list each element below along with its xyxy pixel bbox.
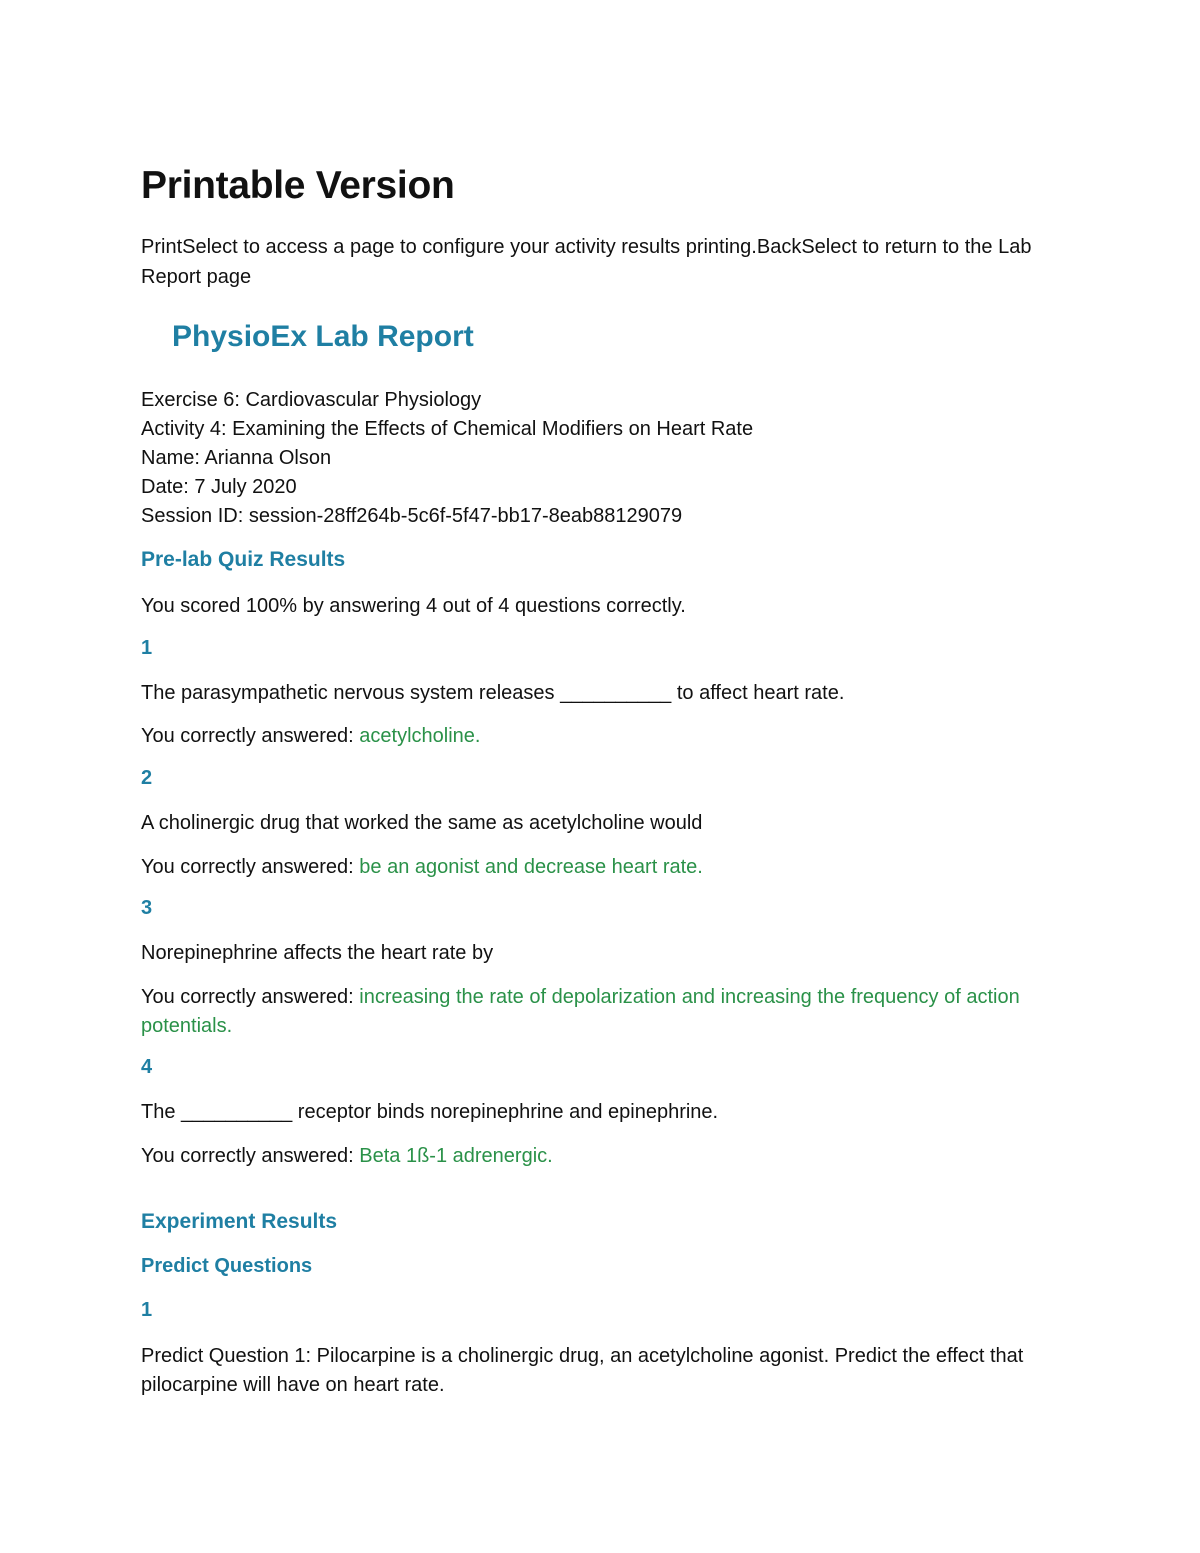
correct-answer: be an agonist and decrease heart rate. (359, 856, 703, 878)
answer-line (141, 983, 1051, 1041)
answer-prefix: You correctly answered: (141, 725, 360, 747)
answer-prefix: You correctly answered: (141, 856, 360, 878)
question-number: 3 (141, 897, 153, 919)
meta-date: Date: 7 July 2020 (141, 476, 297, 498)
answer-prefix: You correctly answered: (141, 986, 360, 1008)
question-text: The __________ receptor binds norepinephrine and epinephrine. (141, 1101, 719, 1123)
answer-line (141, 1142, 1051, 1171)
question-number: 1 (141, 637, 153, 659)
question-text: The parasympathetic nervous system releases __________ to affect heart rate. (141, 682, 845, 704)
prelab-heading: Pre-lab Quiz Results (141, 548, 346, 571)
question-text: Norepinephrine affects the heart rate by (141, 942, 494, 964)
predict-question-number: 1 (141, 1299, 153, 1321)
predict-question-text: Predict Question 1: Pilocarpine is a cholinergic drug, an acetylcholine agonist. Predict the effect that pilocarpine will have on heart rate. (141, 1345, 1024, 1396)
report-title: PhysioEx Lab Report (172, 320, 474, 353)
question-number: 4 (141, 1056, 153, 1078)
page-title: Printable Version (141, 164, 455, 207)
answer-prefix: You correctly answered: (141, 1145, 360, 1167)
intro-text: PrintSelect to access a page to configure your activity results printing.BackSelect to return to the Lab Report page (141, 236, 1032, 288)
meta-activity: Activity 4: Examining the Effects of Chemical Modifiers on Heart Rate (141, 418, 754, 440)
experiment-heading: Experiment Results (141, 1210, 338, 1233)
correct-answer: acetylcholine. (359, 725, 481, 747)
question-text: A cholinergic drug that worked the same as acetylcholine would (141, 812, 703, 834)
answer-line (141, 853, 1051, 882)
correct-answer: Beta 1ß-1 adrenergic. (359, 1145, 553, 1167)
correct-answer: increasing the rate of depolarization and increasing the frequency of action potentials. (141, 986, 1020, 1037)
meta-exercise: Exercise 6: Cardiovascular Physiology (141, 389, 482, 411)
question-number: 2 (141, 767, 153, 789)
predict-heading: Predict Questions (141, 1255, 313, 1277)
answer-line (141, 722, 1051, 751)
meta-name: Name: Arianna Olson (141, 447, 332, 469)
prelab-score: You scored 100% by answering 4 out of 4 questions correctly. (141, 595, 686, 617)
meta-session-id: Session ID: session-28ff264b-5c6f-5f47-bb17-8eab88129079 (141, 505, 683, 527)
